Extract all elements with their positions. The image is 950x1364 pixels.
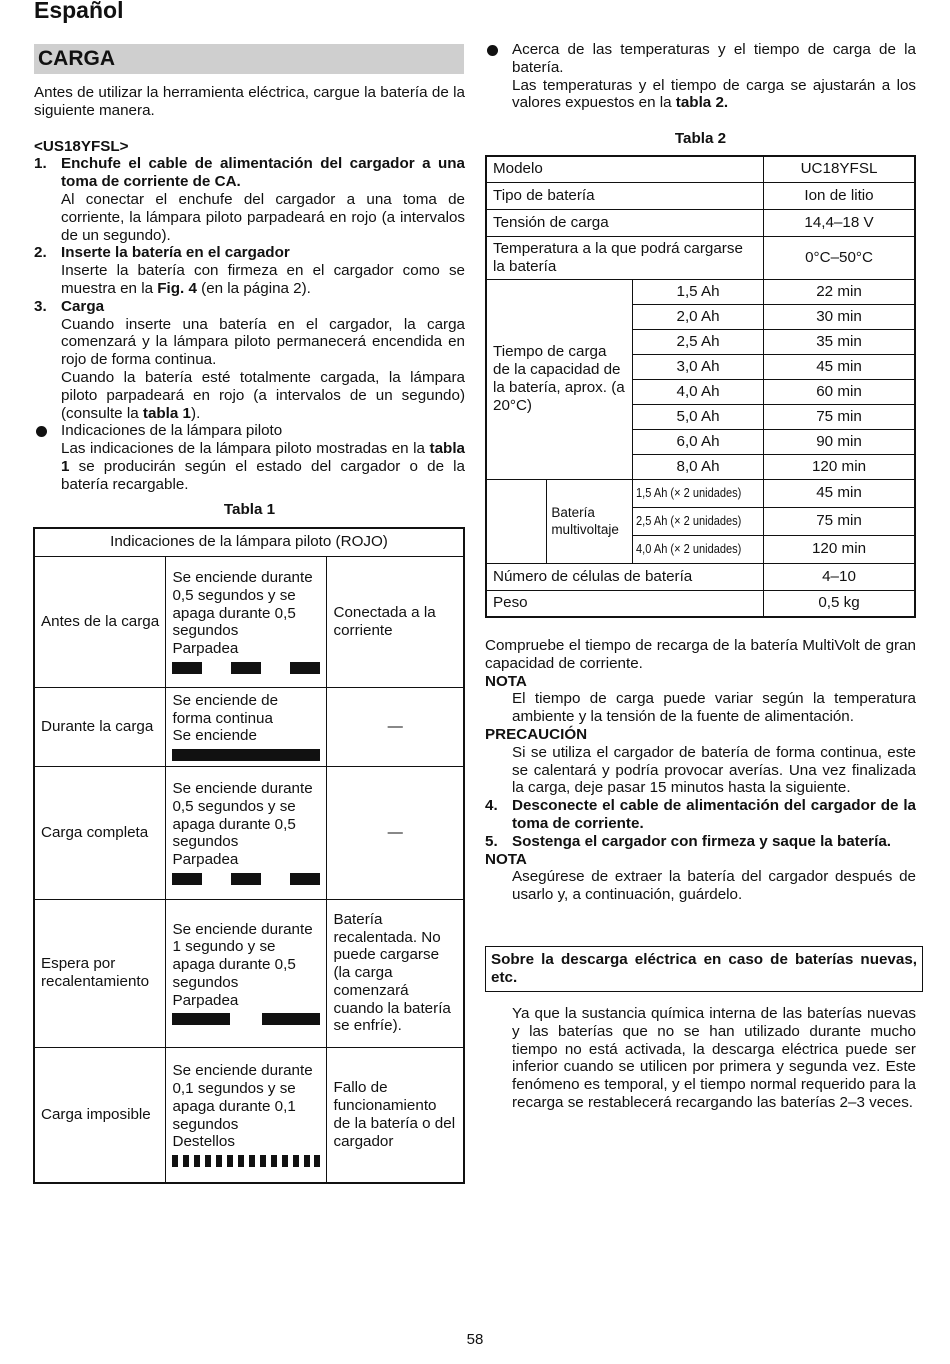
bullet-dot-icon <box>487 45 498 56</box>
row-note: Conectada a la corriente <box>327 556 464 687</box>
row-state: Carga completa <box>34 766 166 899</box>
nota-1-text: El tiempo de carga puede variar según la temperatura ambiente y la tensión de la fuente de alimentación. <box>512 690 916 726</box>
table-row: 2,0 Ah 30 min <box>486 304 915 329</box>
right-column-bottom <box>485 637 916 904</box>
step-1-title: Enchufe el cable de alimentación del cargador a una toma de corriente de CA. <box>61 155 465 191</box>
table-row: 4,0 Ah 60 min <box>486 379 915 404</box>
row-lamp: Se enciende durante 0,5 segundos y se apaga durante 0,5 segundos Parpadea <box>166 766 327 899</box>
step-5: 5. Sostenga el cargador con firmeza y saque la batería. <box>485 833 916 851</box>
precaucion-label: PRECAUCIÓN <box>485 725 588 743</box>
table-row: Batería multivoltaje 1,5 Ah (× 2 unidades) 45 min <box>486 479 915 507</box>
table-1-caption: Tabla 1 <box>223 501 276 518</box>
row-state: Antes de la carga <box>34 556 166 687</box>
step-4: 4. Desconecte el cable de alimentación del cargador de la toma de corriente. <box>485 797 916 832</box>
nota-2-label: NOTA <box>485 850 527 868</box>
discharge-text: Ya que la sustancia química interna de las baterías nuevas y las baterías que no se han utilizado durante mucho tiempo no está activada, la descarga eléctrica puede ser inferior cuando se utilicen por primera y segunda vez. Este fenómeno es temporal, y el tiempo normal requerido para la recarga se restablecerá recargando las baterías 2–3 veces. <box>512 1005 916 1111</box>
left-column <box>34 84 465 494</box>
table-row: Número de células de batería 4–10 <box>486 563 915 590</box>
section-title-bar <box>34 44 464 74</box>
right-column-top <box>485 41 916 112</box>
table-ref: tabla 1 <box>142 404 192 422</box>
step-3-text-2: Cuando la batería esté totalmente cargada, la lámpara piloto parpadeará en rojo (a intervalos de un segundo) (consulte la tabla 1). <box>61 368 465 422</box>
pilot-lamp-bullet <box>34 422 465 493</box>
section-title: CARGA <box>38 47 115 70</box>
nota-1-label: NOTA <box>485 672 527 690</box>
temperature-text: Las temperaturas y el tiempo de carga se ajustarán a los valores expuestos en la tabla 2. <box>512 76 916 112</box>
multivolt-note: Compruebe el tiempo de recarga de la batería MultiVolt de gran capacidad de corriente. <box>485 637 916 672</box>
pilot-lamp-text: Las indicaciones de la lámpara piloto mostradas en la tabla 1 se producirán según el estado del cargador o de la batería recargable. <box>61 440 465 493</box>
temperature-bullet <box>485 41 916 112</box>
table-row: 2,5 Ah (× 2 unidades) 75 min <box>486 507 915 535</box>
table-row: 6,0 Ah 90 min <box>486 429 915 454</box>
discharge-text-block <box>512 1005 916 1112</box>
row-note: — <box>327 687 464 766</box>
step-1-number: 1. <box>34 155 47 173</box>
row-note: Fallo de funcionamiento de la batería o del cargador <box>327 1047 464 1183</box>
step-4-title: Desconecte el cable de alimentación del cargador de la toma de corriente. <box>512 797 916 832</box>
table-row: Temperatura a la que podrá cargarse la batería 0°C–50°C <box>486 236 915 279</box>
step-5-title: Sostenga el cargador con firmeza y saque la batería. <box>512 832 891 850</box>
table-row <box>34 899 464 1047</box>
table-row: 8,0 Ah 120 min <box>486 454 915 479</box>
step-3-title: Carga <box>61 297 105 315</box>
row-note: — <box>327 766 464 899</box>
fig-ref: Fig. 4 <box>157 279 197 297</box>
table-row: Tensión de carga 14,4–18 V <box>486 209 915 236</box>
bullet-dot-icon <box>36 426 47 437</box>
discharge-heading-box: Sobre la descarga eléctrica en caso de baterías nuevas, etc. <box>485 946 923 992</box>
step-2 <box>34 244 465 297</box>
table-row: Tipo de batería Ion de litio <box>486 182 915 209</box>
blink-pattern <box>172 1013 320 1025</box>
step-1-text: Al conectar el enchufe del cargador a una toma de corriente, la lámpara piloto parpadeará en rojo (a intervalos de un segundo). <box>61 190 465 244</box>
charge-time-label: Tiempo de carga de la capacidad de la batería, aprox. (a 20°C) <box>486 279 633 479</box>
table-row <box>34 687 464 766</box>
table-1-header: Indicaciones de la lámpara piloto (ROJO) <box>34 528 464 556</box>
table-row: Tiempo de carga de la capacidad de la batería, aprox. (a 20°C) 1,5 Ah 22 min <box>486 279 915 304</box>
row-state: Carga imposible <box>34 1047 166 1183</box>
step-2-title: Inserte la batería en el cargador <box>61 244 290 262</box>
table-row: 5,0 Ah 75 min <box>486 404 915 429</box>
table-row: Modelo UC18YFSL <box>486 156 915 182</box>
table-row <box>34 556 464 687</box>
table-2 <box>485 155 916 618</box>
blink-pattern <box>172 662 320 674</box>
table-1 <box>33 527 465 1184</box>
table-row <box>34 766 464 899</box>
table-2-caption: Tabla 2 <box>674 130 727 147</box>
row-state: Durante la carga <box>34 687 166 766</box>
step-3 <box>34 298 465 423</box>
row-lamp: Se enciende de forma continua Se enciende <box>166 687 327 766</box>
table-row <box>34 1047 464 1183</box>
step-3-number: 3. <box>34 297 47 315</box>
blink-pattern <box>172 749 320 761</box>
temperature-title: Acerca de las temperaturas y el tiempo de carga de la batería. <box>512 41 916 76</box>
step-1 <box>34 155 465 244</box>
nota-2-text: Asegúrese de extraer la batería del cargador después de usarlo y, a continuación, guárdelo. <box>512 868 916 904</box>
page-number: 58 <box>466 1331 484 1348</box>
blink-pattern <box>172 1155 320 1167</box>
table-row: Peso 0,5 kg <box>486 590 915 617</box>
table-row: 4,0 Ah (× 2 unidades) 120 min <box>486 535 915 563</box>
intro-text: Antes de utilizar la herramienta eléctrica, cargue la batería de la siguiente manera. <box>34 84 465 119</box>
row-note: Batería recalentada. No puede cargarse (la carga comenzará cuando la batería se enfríe). <box>327 899 464 1047</box>
step-2-text: Inserte la batería con firmeza en el cargador como se muestra en la Fig. 4 (en la página 2). <box>61 262 465 297</box>
blink-pattern <box>172 873 320 885</box>
step-3-text-1: Cuando inserte una batería en el cargador, la carga comenzará y la lámpara piloto permanecerá encendida en rojo de forma continua. <box>61 315 465 369</box>
row-lamp: Se enciende durante 1 segundo y se apaga durante 0,5 segundos Parpadea <box>166 899 327 1047</box>
precaucion-text: Si se utiliza el cargador de batería de forma continua, este se calentará y podría provocar averías. Una vez finalizada la carga, deje pasar 15 minutos hasta la siguiente. <box>512 743 916 797</box>
model-tag: <US18YFSL> <box>34 137 129 155</box>
row-state: Espera por recalentamiento <box>34 899 166 1047</box>
multivolt-label: Batería multivoltaje <box>547 479 633 563</box>
language-heading: Español <box>34 0 124 23</box>
table-row: 2,5 Ah 35 min <box>486 329 915 354</box>
row-lamp: Se enciende durante 0,5 segundos y se apaga durante 0,5 segundos Parpadea <box>166 556 327 687</box>
pilot-lamp-title: Indicaciones de la lámpara piloto <box>61 422 283 440</box>
row-lamp: Se enciende durante 0,1 segundos y se apaga durante 0,1 segundos Destellos <box>166 1047 327 1183</box>
table-row: 3,0 Ah 45 min <box>486 354 915 379</box>
step-2-number: 2. <box>34 244 47 262</box>
